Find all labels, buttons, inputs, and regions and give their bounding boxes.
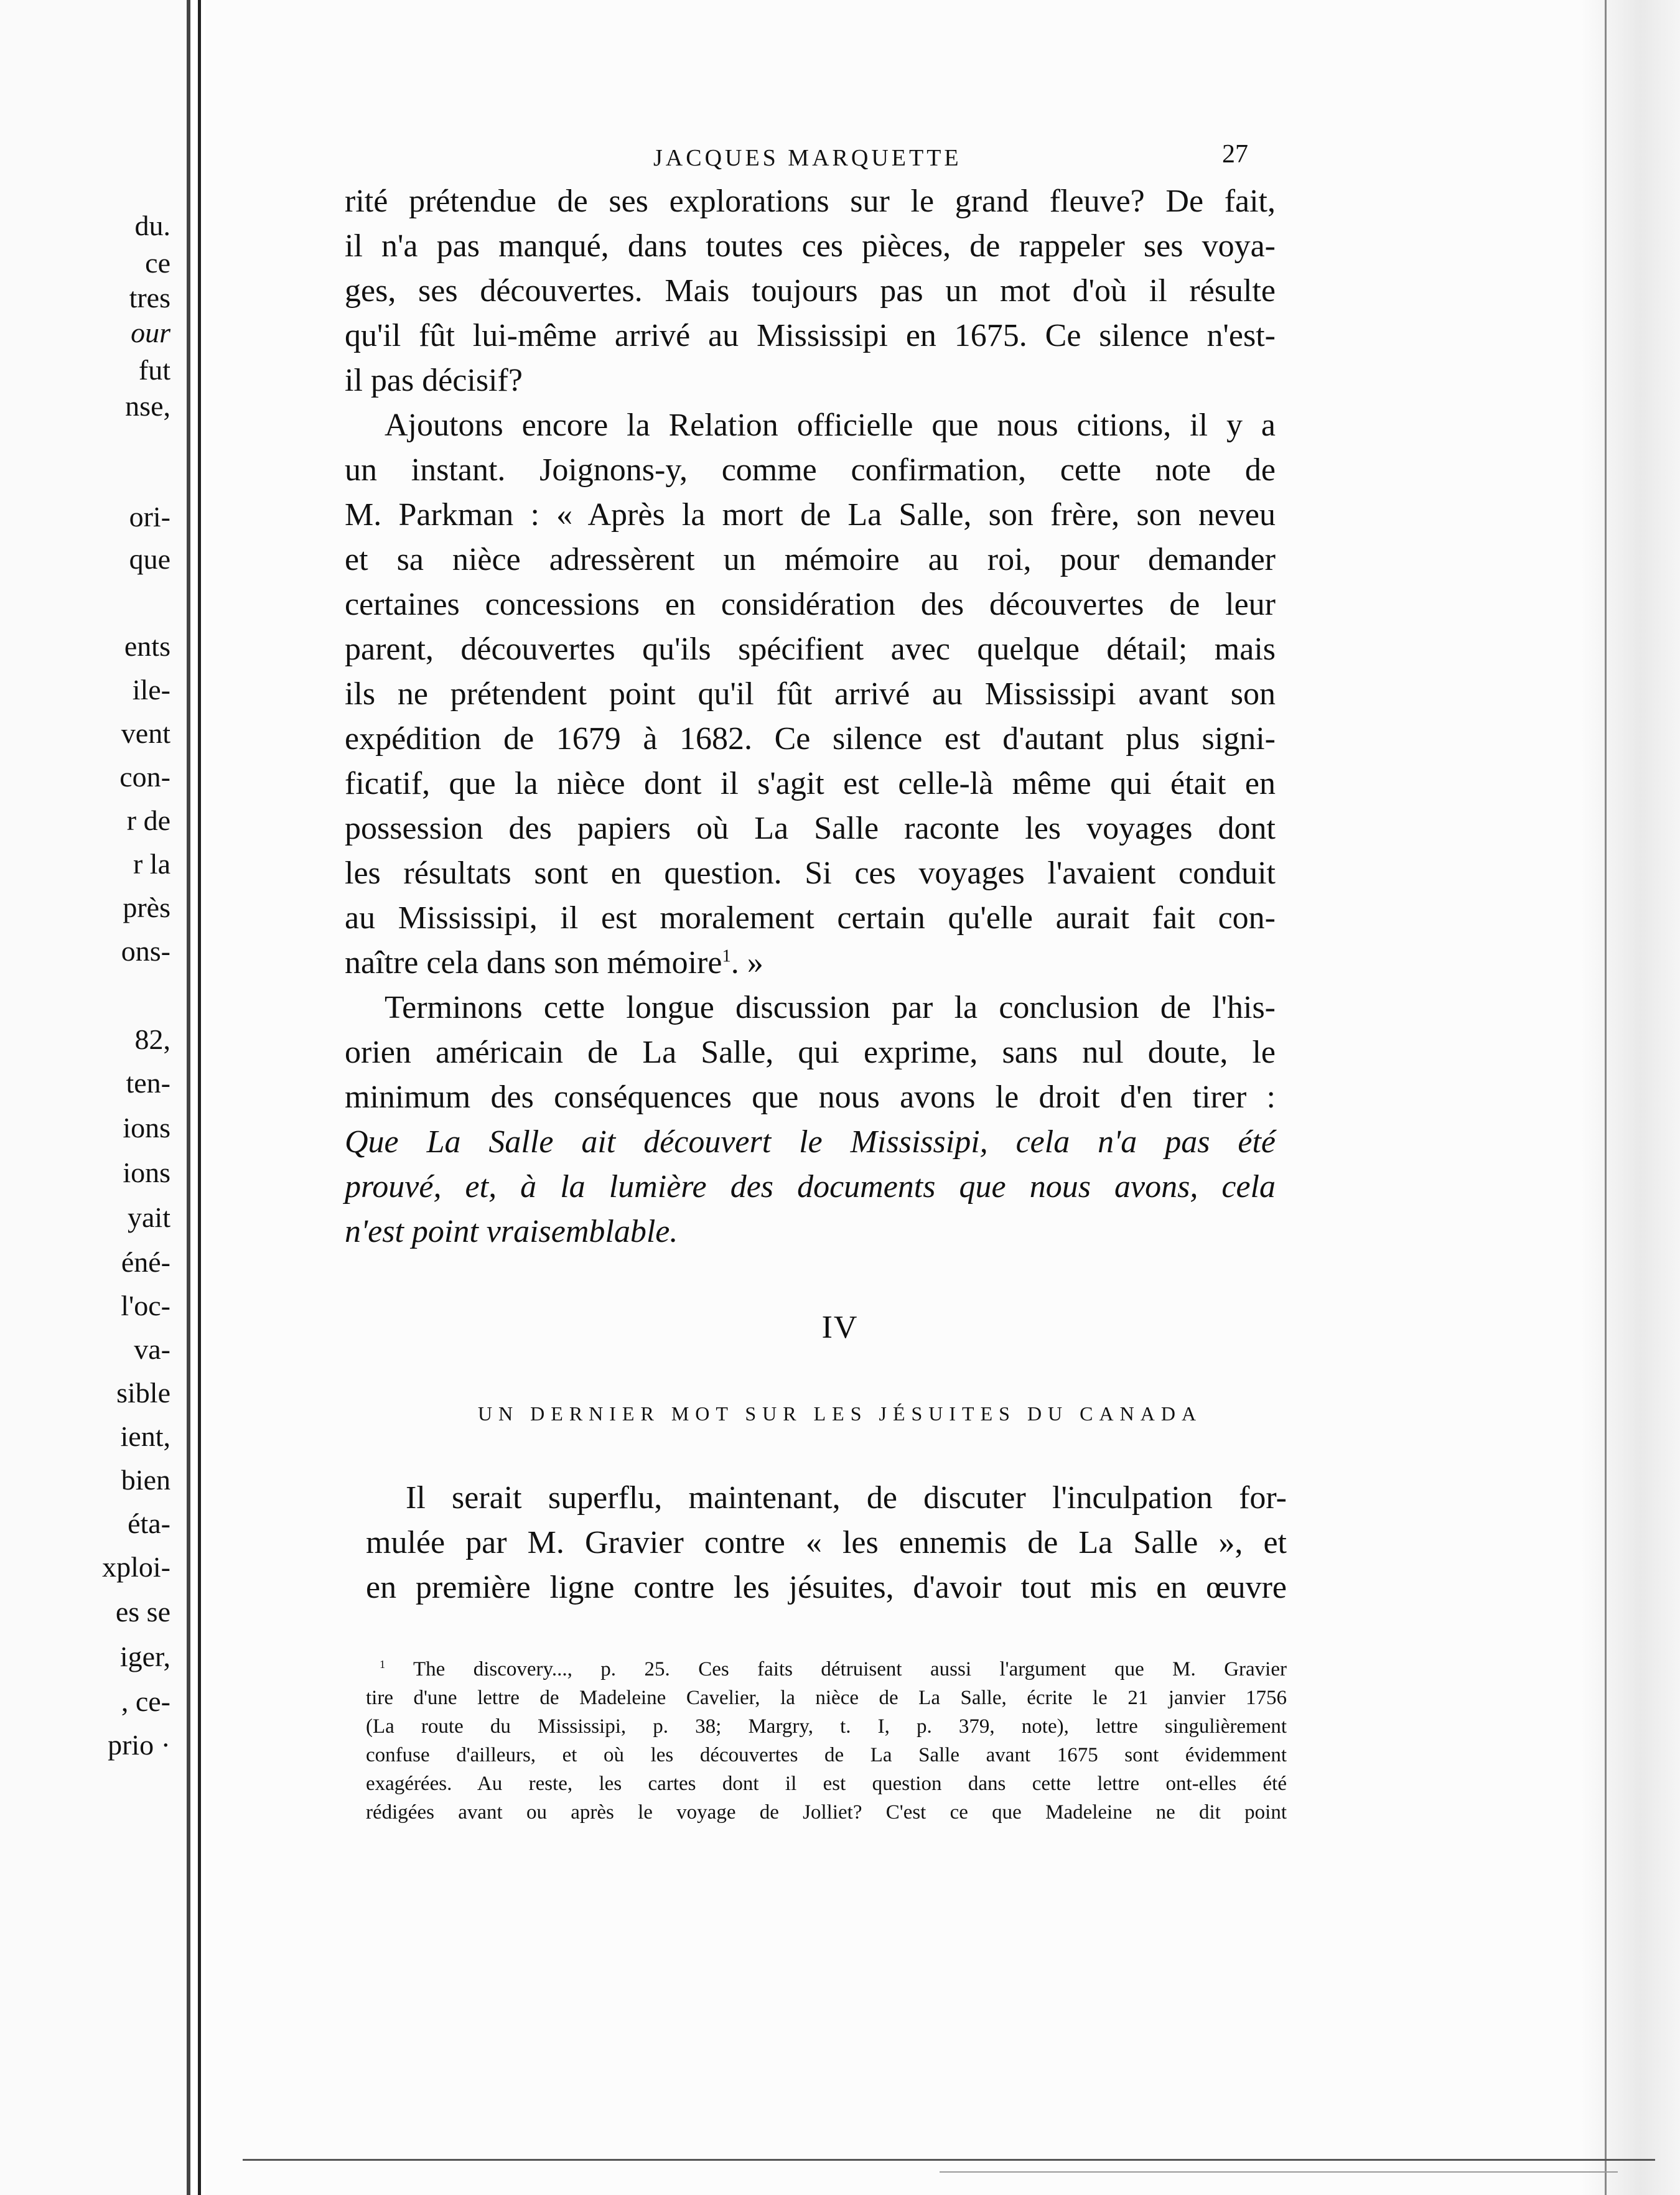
left-fragment: vent <box>121 717 170 749</box>
left-fragment: ons- <box>121 935 170 967</box>
left-fragment: ions <box>123 1157 170 1188</box>
page-number: 27 <box>1222 140 1248 169</box>
footnote-line: rédigées avant ou après le voyage de Jolliet? C'est ce que Madeleine ne dit point <box>366 1801 1287 1824</box>
page-edge-line <box>1605 0 1607 2195</box>
left-fragment: tres <box>129 282 170 314</box>
text-line: ils ne prétendent point qu'il fût arrivé au Mississipi avant son <box>345 676 1276 712</box>
left-fragment: r la <box>133 848 170 880</box>
left-fragment: que <box>129 543 170 575</box>
left-fragment: près <box>123 892 170 923</box>
left-fragment: our <box>131 317 170 348</box>
left-fragment: ions <box>123 1112 170 1144</box>
text-line: mulée par M. Gravier contre « les ennemis de La Salle », et <box>366 1525 1287 1560</box>
text-line: Terminons cette longue discussion par la conclusion de l'his- <box>385 990 1276 1025</box>
section-title: UN DERNIER MOT SUR LES JÉSUITES DU CANADA <box>477 1402 1203 1425</box>
text-line: expédition de 1679 à 1682. Ce silence est d'autant plus signi- <box>345 721 1276 757</box>
left-fragment: es se <box>115 1596 170 1628</box>
left-fragment: ce <box>145 247 170 279</box>
left-fragment: va- <box>134 1333 170 1365</box>
left-fragment: con- <box>119 761 170 793</box>
footnote-reference: 1 <box>722 946 731 966</box>
text-line: ficatif, que la nièce dont il s'agit est celle-là même qui était en <box>345 766 1276 801</box>
left-fragment: fut <box>138 354 170 386</box>
running-head: JACQUES MARQUETTE <box>653 145 962 171</box>
left-fragment: du. <box>134 210 170 241</box>
text-line: qu'il fût lui-même arrivé au Mississipi en 1675. Ce silence n'est- <box>345 318 1276 353</box>
footnote-line: tire d'une lettre de Madeleine Cavelier, la nièce de La Salle, écrite le 21 janvier 1756 <box>366 1687 1287 1709</box>
text-line: Ajoutons encore la Relation officielle que nous citions, il y a <box>385 408 1276 443</box>
bottom-edge-line <box>243 2159 1655 2161</box>
text-line-content: naître cela dans son mémoire <box>345 945 722 981</box>
left-fragment: r de <box>126 804 170 836</box>
body-text <box>345 179 1276 1254</box>
left-fragment: prio · <box>108 1729 170 1761</box>
text-line: orien américain de La Salle, qui exprime, sans nul doute, le <box>345 1035 1276 1070</box>
left-fragment: ori- <box>129 501 170 533</box>
text-line: les résultats sont en question. Si ces voyages l'avaient conduit <box>345 855 1276 891</box>
left-fragment: xploi- <box>102 1551 170 1583</box>
left-fragment: ten- <box>126 1067 170 1099</box>
left-fragment: éta- <box>128 1508 170 1539</box>
footnote-line <box>366 1655 1287 1684</box>
left-fragment: bien <box>121 1464 170 1496</box>
text-line: Que La Salle ait découvert le Mississipi, cela n'a pas été <box>345 1124 1276 1160</box>
text-line: il n'a pas manqué, dans toutes ces pièces, de rappeler ses voya- <box>345 228 1276 264</box>
text-line: en première ligne contre les jésuites, d'avoir tout mis en œuvre <box>366 1570 1287 1605</box>
text-line: parent, découvertes qu'ils spécifient avec quelque détail; mais <box>345 631 1276 667</box>
left-fragment: nse, <box>125 390 170 422</box>
footnote-line: (La route du Mississipi, p. 38; Margry, t. I, p. 379, note), lettre singulièrement <box>366 1715 1287 1738</box>
text-line: il pas décisif? <box>345 363 523 398</box>
text-line: rité prétendue de ses explorations sur le grand fleuve? De fait, <box>345 184 1276 219</box>
text-line: prouvé, et, à la lumière des documents que nous avons, cela <box>345 1169 1276 1205</box>
text-line: ges, ses découvertes. Mais toujours pas un mot d'où il résulte <box>345 273 1276 309</box>
left-fragment: , ce- <box>121 1685 170 1717</box>
text-line: et sa nièce adressèrent un mémoire au roi, pour demander <box>345 542 1276 577</box>
left-fragment: ents <box>124 630 170 662</box>
left-fragment: ient, <box>120 1420 170 1452</box>
left-fragment: 82, <box>134 1023 170 1055</box>
page-edge <box>1580 0 1680 2195</box>
text-line: possession des papiers où La Salle raconte les voyages dont <box>345 811 1276 846</box>
footnote-line: exagérées. Au reste, les cartes dont il est question dans cette lettre ont-elles été <box>366 1773 1287 1795</box>
text-line: Il serait superflu, maintenant, de discuter l'inculpation for- <box>406 1480 1287 1516</box>
text-line: n'est point vraisemblable. <box>345 1214 678 1249</box>
body-text <box>366 1476 1287 1610</box>
left-fragment: yait <box>128 1201 170 1233</box>
left-fragment: éné- <box>121 1246 170 1278</box>
quote-close: . » <box>730 945 763 981</box>
footnote-line: confuse d'ailleurs, et où les découvertes de La Salle avant 1675 sont évidemment <box>366 1744 1287 1766</box>
text-line: M. Parkman : « Après la mort de La Salle, son frère, son neveu <box>345 497 1276 533</box>
section-numeral: IV <box>821 1310 859 1345</box>
left-page-fragment <box>0 0 190 2195</box>
footnotes <box>366 1655 1287 1827</box>
bottom-edge-line <box>940 2171 1618 2173</box>
text-line: certaines concessions en considération des découvertes de leur <box>345 587 1276 622</box>
text-line: minimum des conséquences que nous avons le droit d'en tirer : <box>345 1079 1276 1115</box>
spine-divider <box>198 0 201 2195</box>
text-line: un instant. Joignons-y, comme confirmation, cette note de <box>345 452 1276 488</box>
footnote-text: The discovery..., p. 25. Ces faits détruisent aussi l'argument que M. Gravier <box>413 1658 1287 1680</box>
left-fragment: l'oc- <box>121 1290 170 1321</box>
text-line <box>345 941 1276 986</box>
left-fragment: iger, <box>119 1641 170 1672</box>
left-fragment: sible <box>116 1377 170 1409</box>
text-line: au Mississipi, il est moralement certain qu'elle aurait fait con- <box>345 900 1276 936</box>
left-fragment: ile- <box>132 674 170 706</box>
footnote-mark: 1 <box>380 1658 386 1671</box>
